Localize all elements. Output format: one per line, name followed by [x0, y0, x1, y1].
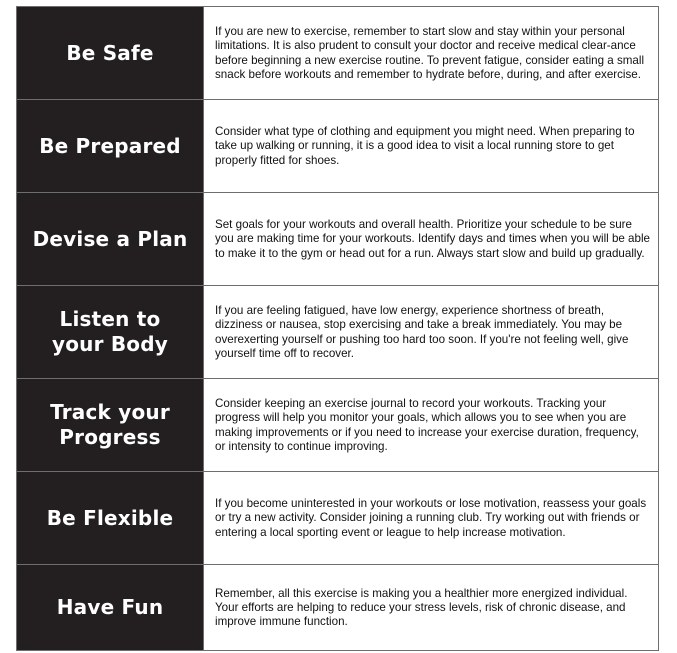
tip-row-listen-to-your-body: [17, 286, 659, 379]
tip-row-be-safe: [17, 7, 659, 100]
tip-description-cell: [204, 100, 659, 193]
tip-description: Consider keeping an exercise journal to record your workouts. Tracking your progress will help you monitor your goals, which allows you to see when you are making improvements or if you need to increase your exercise duration, frequency, or intensity to continue improving.: [215, 397, 639, 453]
tip-heading: Be Flexible: [46, 505, 174, 530]
tip-heading-cell: [17, 472, 204, 565]
tip-description: Set goals for your workouts and overall health. Prioritize your schedule to be sure you are making time for your workouts. Identify days and times when you will be able to make it to the gym or head out for a run. Always start slow and build up gradually.: [215, 218, 650, 260]
tip-heading-cell: [17, 100, 204, 193]
tip-heading-cell: [17, 286, 204, 379]
tip-heading: Have Fun: [56, 595, 164, 619]
tip-description: If you become uninterested in your workouts or lose motivation, reassess your goals or try a new activity. Consider joining a running club. Try working out with friends or entering a local sporting event or league to help increase motivation.: [215, 497, 647, 539]
tip-description: If you are new to exercise, remember to start slow and stay within your personal limitations. It is also prudent to consult your doctor and receive medical clear-ance before beginning a new exercise routine. To prevent fatigue, consider eating a small snack before workouts and remember to hydrate before, during, and after exercise.: [215, 25, 645, 81]
tip-description-cell: [204, 565, 659, 651]
tip-heading: Devise a Plan: [32, 226, 188, 251]
tip-description-cell: [204, 286, 659, 379]
tip-description-cell: [204, 7, 659, 100]
tip-heading-cell: [17, 193, 204, 286]
exercise-tips-table: [16, 6, 659, 651]
tip-row-be-prepared: [17, 100, 659, 193]
tip-description: Remember, all this exercise is making you a healthier more energized individual. Your efforts are helping to reduce your stress levels, risk of chronic disease, and improve immune function.: [215, 586, 628, 629]
tip-row-be-flexible: [17, 472, 659, 565]
tip-heading-cell: [17, 7, 204, 100]
tip-heading-cell: [17, 565, 204, 651]
tip-description-cell: [204, 472, 659, 565]
tip-description-cell: [204, 193, 659, 286]
tip-heading: Listen to your Body: [52, 307, 168, 356]
tip-row-have-fun: [17, 565, 659, 651]
tip-heading: Track your Progress: [50, 400, 170, 449]
tip-description-cell: [204, 379, 659, 472]
tip-heading: Be Safe: [66, 40, 154, 65]
tip-description: If you are feeling fatigued, have low energy, experience shortness of breath, dizziness or nausea, stop exercising and take a break immediately. You may be overexerting yourself or pushing too hard too soon. If you're not feeling well, give yourself time off to recover.: [215, 304, 629, 360]
tip-row-devise-a-plan: [17, 193, 659, 286]
tip-heading: Be Prepared: [39, 133, 181, 158]
tip-row-track-your-progress: [17, 379, 659, 472]
tip-heading-cell: [17, 379, 204, 472]
tip-description: Consider what type of clothing and equipment you might need. When preparing to take up walking or running, it is a good idea to visit a local running store to get properly fitted for shoes.: [215, 125, 635, 167]
